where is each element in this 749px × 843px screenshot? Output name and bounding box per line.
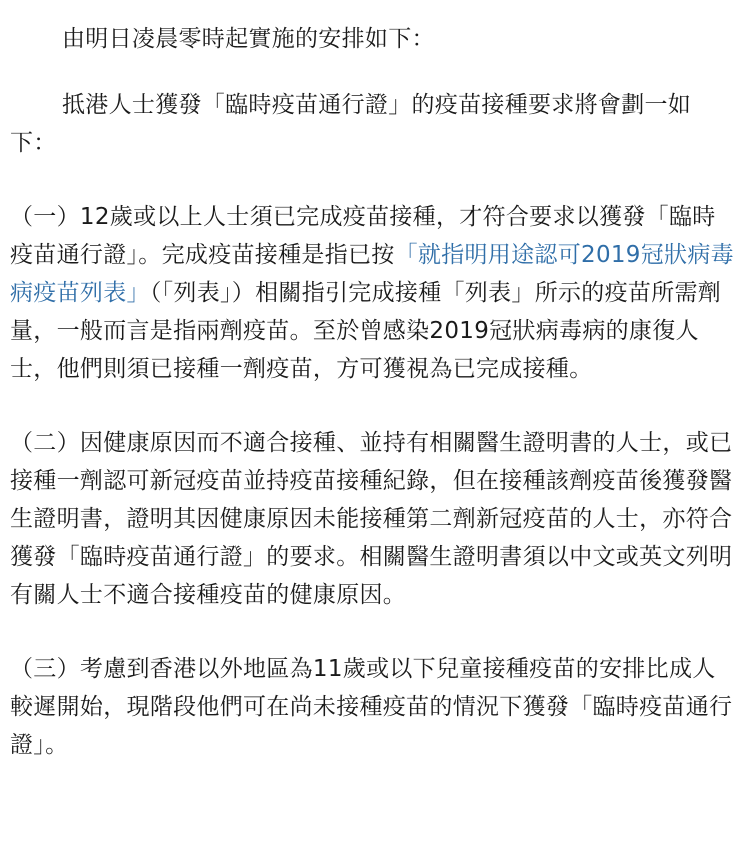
intro-paragraph: 由明日凌晨零時起實施的安排如下： — [62, 26, 435, 52]
item-2-paragraph: （二）因健康原因而不適合接種、並持有相關醫生證明書的人士，或已接種一劑認可新冠疫苗並持疫苗接種紀錄，但在接種該劑疫苗後獲發醫生證明書，證明其因健康原因未能接種第二劑新冠疫苗的人士，亦符合獲發「臨時疫苗通行證」的要求。相關醫生證明書須以中文或英文列明有關人士不適合接種疫苗的健康原因。 — [10, 430, 733, 608]
item-1-text-after-link: （「列表」）相關指引完成接種「列表」所示的疫苗所需劑量，一般而言是指兩劑疫苗。至於曾感染2019冠狀病毒病的康復人士，他們則須已接種一劑疫苗，方可獲視為已完成接種。 — [10, 280, 722, 382]
vaccine-list-link[interactable]: 「就指明用途認可2019冠狀病毒病疫苗列表」 — [10, 242, 734, 306]
item-3-paragraph: （三）考慮到香港以外地區為11歲或以下兒童接種疫苗的安排比成人較遲開始，現階段他們可在尚未接種疫苗的情況下獲發「臨時疫苗通行證」。 — [10, 656, 733, 758]
requirement-paragraph: 抵港人士獲發「臨時疫苗通行證」的疫苗接種要求將會劃一如下： — [10, 92, 692, 156]
item-1-text-before-link: （一）12歲或以上人士須已完成疫苗接種，才符合要求以獲發「臨時疫苗通行證」。完成疫苗接種是指已按 — [10, 204, 716, 268]
item-1-paragraph — [10, 198, 735, 388]
